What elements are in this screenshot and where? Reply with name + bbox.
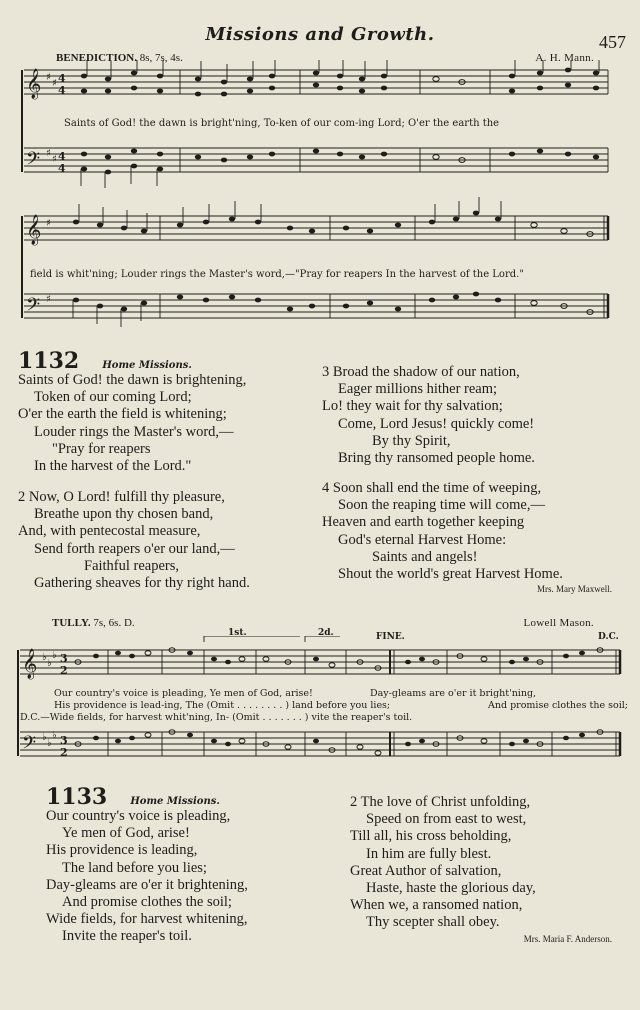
svg-text:♭: ♭ (47, 658, 52, 669)
hymn1132-stanza4 (322, 480, 563, 583)
verse-line: 3 Broad the shadow of our nation, (322, 364, 520, 380)
verse-line: Send forth reapers o'er our land,— (34, 540, 235, 557)
tune1-lyric-line1: Saints of God! the dawn is bright'ning, To-ken of our com-ing Lord; O'er the earth the (64, 118, 500, 129)
svg-text:4: 4 (58, 84, 66, 97)
verse-line: Shout the world's great Harvest Home. (338, 566, 563, 583)
svg-text:2: 2 (60, 746, 68, 759)
tune1-score (0, 60, 640, 350)
svg-text:𝄢: 𝄢 (26, 149, 41, 174)
svg-text:𝄞: 𝄞 (22, 649, 38, 679)
svg-text:𝄞: 𝄞 (26, 69, 42, 99)
svg-text:♭: ♭ (52, 730, 57, 741)
verse-line: Bring thy ransomed people home. (338, 450, 535, 467)
verse-line: And promise clothes the soil; (62, 894, 232, 911)
tune2-lyric-b1: Day-gleams are o'er it bright'ning, (370, 688, 537, 699)
tune2-lyric-b2: And promise clothes the soil; (488, 700, 628, 711)
tune2-lyric-a2: His providence is lead-ing, The (Omit . . . . . . . . ) land before you lies; (54, 700, 391, 711)
verse-line: Louder rings the Master's word,— (34, 423, 234, 440)
verse-line: Day-gleams are o'er it brightening, (46, 876, 248, 893)
verse-line: "Pray for reapers (52, 440, 151, 457)
verse-line: Our country's voice is pleading, (46, 808, 231, 824)
svg-text:♭: ♭ (42, 732, 47, 743)
svg-text:♭: ♭ (47, 738, 52, 749)
svg-text:♭: ♭ (42, 652, 47, 663)
hymn1132-category: Home Missions. (102, 360, 192, 371)
verse-line: Great Author of salvation, (350, 862, 502, 879)
svg-text:4: 4 (58, 150, 66, 163)
verse-line: In him are fully blest. (366, 845, 492, 862)
svg-text:♯: ♯ (52, 154, 57, 165)
verse-line: In the harvest of the Lord." (34, 458, 192, 475)
hymn1133-stanza1 (46, 808, 248, 946)
hymn1133-stanza2 (350, 794, 536, 932)
svg-text:♯: ♯ (46, 218, 51, 229)
hymn1132-heading (18, 348, 192, 374)
hymn1132-author: Mrs. Mary Maxwell. (537, 584, 612, 594)
verse-line: Come, Lord Jesus! quickly come! (338, 415, 535, 432)
svg-text:3: 3 (60, 652, 68, 665)
hymn1133-number: 1133 (46, 784, 108, 810)
svg-text:4: 4 (58, 162, 66, 175)
tune1-name: BENEDICTION. (56, 52, 137, 64)
tune2-name: TULLY. (52, 617, 91, 629)
hymn1133-category: Home Missions. (130, 796, 220, 807)
svg-text:𝄢: 𝄢 (22, 733, 37, 758)
section-title: Missions and Growth. (205, 24, 435, 45)
tune2-composer: Lowell Mason. (523, 617, 594, 629)
verse-line: God's eternal Harvest Home: (338, 531, 507, 548)
tune2-lyric-a1: Our country's voice is pleading, Ye men of God, arise! (54, 688, 313, 699)
verse-line: His providence is leading, (46, 842, 198, 859)
verse-line: 2 The love of Christ unfolding, (350, 794, 531, 810)
hymn1133-author: Mrs. Maria F. Anderson. (523, 934, 612, 944)
tune1-meter: 8s, 7s, 4s. (139, 52, 183, 64)
verse-line: Thy scepter shall obey. (366, 914, 500, 931)
svg-text:♯: ♯ (52, 78, 57, 89)
svg-text:𝄞: 𝄞 (26, 215, 42, 245)
verse-line: 4 Soon shall end the time of weeping, (322, 480, 542, 496)
hymn1132-stanza1 (18, 372, 246, 475)
page-number: 457 (599, 32, 626, 52)
verse-line: Faithful reapers, (84, 557, 180, 574)
verse-line: Heaven and earth together keeping (322, 514, 525, 531)
verse-line: By thy Spirit, (372, 432, 451, 449)
verse-line: Saints of God! the dawn is brightening, (18, 372, 247, 388)
verse-line: Soon the reaping time will come,— (338, 497, 545, 514)
svg-text:3: 3 (60, 734, 68, 747)
verse-line: When we, a ransomed nation, (350, 897, 523, 914)
first-ending-mark: 1st. (228, 628, 247, 638)
verse-line: The land before you lies; (62, 859, 207, 876)
svg-text:♭: ♭ (52, 650, 57, 661)
svg-text:♯: ♯ (46, 294, 51, 305)
verse-line: Till all, his cross beholding, (350, 828, 512, 845)
svg-text:♯: ♯ (46, 148, 51, 159)
verse-line: Ye men of God, arise! (62, 825, 190, 842)
tune1-composer: A. H. Mann. (535, 52, 594, 64)
verse-line: O'er the earth the field is whitening; (18, 406, 227, 423)
verse-line: Saints and angels! (372, 548, 478, 565)
tune1-lyric-line2: field is whit'ning; Louder rings the Master's word,—"Pray for reapers In the harvest of the Lord." (30, 269, 524, 280)
second-ending-mark: 2d. (318, 628, 334, 638)
verse-line: Haste, haste the glorious day, (366, 880, 536, 897)
svg-text:𝄢: 𝄢 (26, 295, 41, 320)
dc-mark: D.C. (598, 632, 619, 642)
svg-text:4: 4 (58, 72, 66, 85)
hymn1132-stanza2 (18, 489, 250, 592)
tune2-heading (52, 617, 135, 629)
hymn1132-number: 1132 (18, 348, 80, 374)
hymn1133-heading (46, 784, 220, 810)
verse-line: Invite the reaper's toil. (62, 928, 192, 945)
verse-line: Wide fields, for harvest whitening, (46, 911, 248, 928)
tune2-lyric-a3: D.C.—Wide fields, for harvest whit'ning, In- (Omit . . . . . . . ) vite the reaper's toil. (20, 712, 413, 723)
verse-line: Breathe upon thy chosen band, (34, 506, 214, 523)
verse-line: Lo! they wait for thy salvation; (322, 398, 503, 415)
hymn1132-stanza3 (322, 364, 535, 467)
svg-text:♯: ♯ (46, 72, 51, 83)
verse-line: And, with pentecostal measure, (18, 523, 201, 540)
verse-line: Speed on from east to west, (366, 811, 527, 828)
verse-line: Token of our coming Lord; (34, 389, 192, 406)
svg-text:2: 2 (60, 664, 68, 677)
verse-line: 2 Now, O Lord! fulfill thy pleasure, (18, 489, 225, 505)
fine-mark: FINE. (376, 632, 405, 642)
verse-line: Gathering sheaves for thy right hand. (34, 575, 250, 592)
tune2-meter: 7s, 6s. D. (93, 617, 135, 629)
verse-line: Eager millions hither ream; (338, 381, 498, 398)
